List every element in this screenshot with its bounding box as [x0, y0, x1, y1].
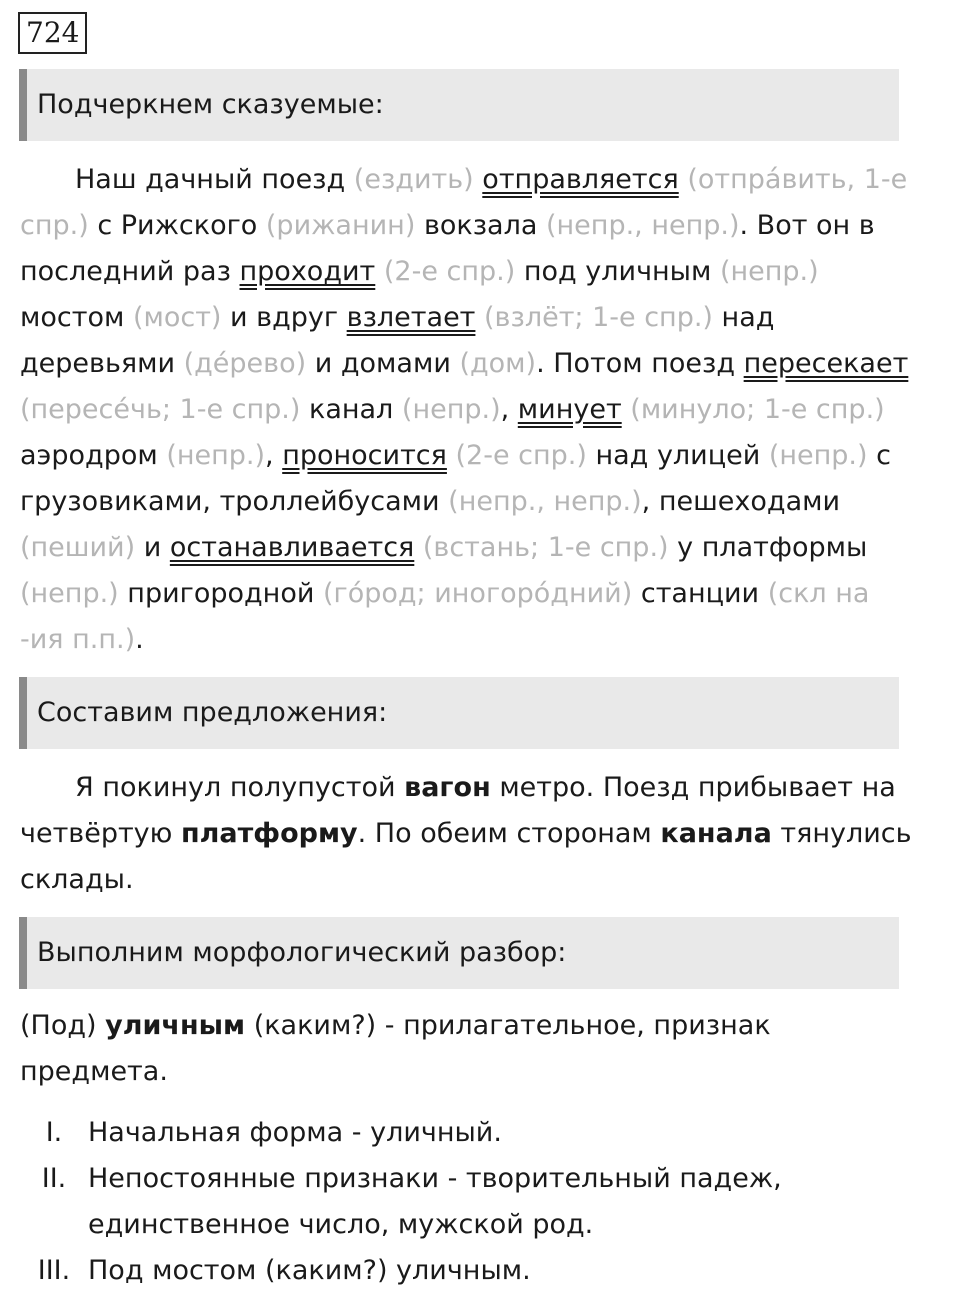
- text-run: (каким?) - прилагательное, признак предмета.: [20, 1010, 771, 1087]
- grammar-note: (непр.): [768, 440, 868, 471]
- section-heading-analysis: Выполним морфологический разбор:: [19, 917, 899, 989]
- grammar-note: (дéрево): [183, 348, 307, 379]
- predicates-paragraph: [20, 157, 920, 663]
- predicate-word: останавливается: [169, 532, 415, 563]
- predicate-word: взлетает: [346, 302, 476, 333]
- text-run: станции: [632, 578, 768, 609]
- list-item: [20, 1110, 920, 1156]
- bold-word: платформу: [180, 818, 358, 849]
- text-run: с Рижского: [88, 210, 266, 241]
- text-run: и домами: [306, 348, 460, 379]
- analysis-intro: [20, 1003, 920, 1095]
- text-run: [474, 164, 483, 195]
- bold-word: вагон: [404, 772, 491, 803]
- bold-word: канала: [660, 818, 772, 849]
- grammar-note: (отпра́вить, 1-е спр.): [20, 164, 908, 241]
- text-run: у платформы: [668, 532, 868, 563]
- predicate-word: минует: [517, 394, 622, 425]
- grammar-note: (непр.): [20, 578, 119, 609]
- section-heading-sentences: Составим предложения:: [19, 677, 899, 749]
- text-run: ,: [265, 440, 283, 471]
- text-run: над деревьями: [20, 302, 775, 379]
- text-run: [414, 532, 423, 563]
- text-run: , пешеходами: [641, 486, 841, 517]
- text-run: (Под): [20, 1010, 106, 1041]
- text-run: аэродром: [20, 440, 167, 471]
- list-item: [20, 1156, 920, 1248]
- grammar-note: (мост): [132, 302, 222, 333]
- text-run: .: [135, 624, 144, 655]
- list-marker: III.: [37, 1255, 71, 1286]
- grammar-note: (непр., непр.): [546, 210, 740, 241]
- grammar-note: (пеший): [20, 532, 136, 563]
- grammar-note: (непр., непр.): [448, 486, 642, 517]
- list-item: [20, 1248, 920, 1294]
- text-run: . Потом поезд: [536, 348, 744, 379]
- grammar-note: (непр.): [166, 440, 266, 471]
- text-run: пригородной: [118, 578, 323, 609]
- text-run: тянулись склады.: [20, 818, 912, 895]
- text-run: и: [135, 532, 170, 563]
- list-marker: II.: [41, 1163, 67, 1194]
- text-run: мостом: [20, 302, 133, 333]
- predicate-word: проходит: [239, 256, 376, 287]
- section-heading-predicates: Подчеркнем сказуемые:: [19, 69, 899, 141]
- list-marker: I.: [45, 1117, 63, 1148]
- text-run: вокзала: [415, 210, 546, 241]
- list-text: Начальная форма - уличный.: [88, 1117, 502, 1148]
- text-run: метро. Поезд прибывает на четвёртую: [20, 772, 896, 849]
- sentences-paragraph: [20, 765, 920, 903]
- text-run: ,: [500, 394, 518, 425]
- grammar-note: (скл на -ия п.п.): [20, 578, 870, 655]
- list-text: Непостоянные признаки - творительный падеж, единственное число, мужской род.: [88, 1163, 782, 1240]
- grammar-note: (пересéчь; 1-е спр.): [20, 394, 301, 425]
- grammar-note: (непр.): [719, 256, 819, 287]
- text-run: под уличным: [515, 256, 720, 287]
- text-run: канал: [300, 394, 402, 425]
- text-run: Я покинул полупустой: [75, 772, 405, 803]
- grammar-note: (рижанин): [265, 210, 416, 241]
- text-run: [622, 394, 631, 425]
- grammar-note: (минуло; 1-е спр.): [630, 394, 885, 425]
- text-run: с грузовиками, троллейбусами: [20, 440, 891, 517]
- grammar-note: (непр.): [401, 394, 501, 425]
- grammar-note: (гóрод; иногорóдний): [322, 578, 633, 609]
- text-run: над улицей: [586, 440, 769, 471]
- grammar-note: (взлёт; 1-е спр.): [484, 302, 713, 333]
- grammar-note: (дом): [459, 348, 537, 379]
- grammar-note: (2-е спр.): [383, 256, 516, 287]
- text-run: Наш дачный поезд: [75, 164, 354, 195]
- text-run: [475, 302, 484, 333]
- predicate-word: проносится: [282, 440, 447, 471]
- grammar-note: (встань; 1-е спр.): [422, 532, 669, 563]
- text-run: . Вот он в последний раз: [20, 210, 875, 287]
- text-run: [375, 256, 384, 287]
- predicate-word: отправляется: [482, 164, 679, 195]
- analysis-list: [20, 1110, 920, 1294]
- bold-word: уличным: [105, 1010, 246, 1041]
- grammar-note: (ездить): [353, 164, 474, 195]
- grammar-note: (2-е спр.): [455, 440, 587, 471]
- list-text: Под мостом (каким?) уличным.: [88, 1255, 531, 1286]
- text-run: [447, 440, 456, 471]
- task-number: 724: [18, 12, 87, 54]
- predicate-word: пересекает: [743, 348, 909, 379]
- text-run: и вдруг: [221, 302, 347, 333]
- text-run: . По обеим сторонам: [357, 818, 661, 849]
